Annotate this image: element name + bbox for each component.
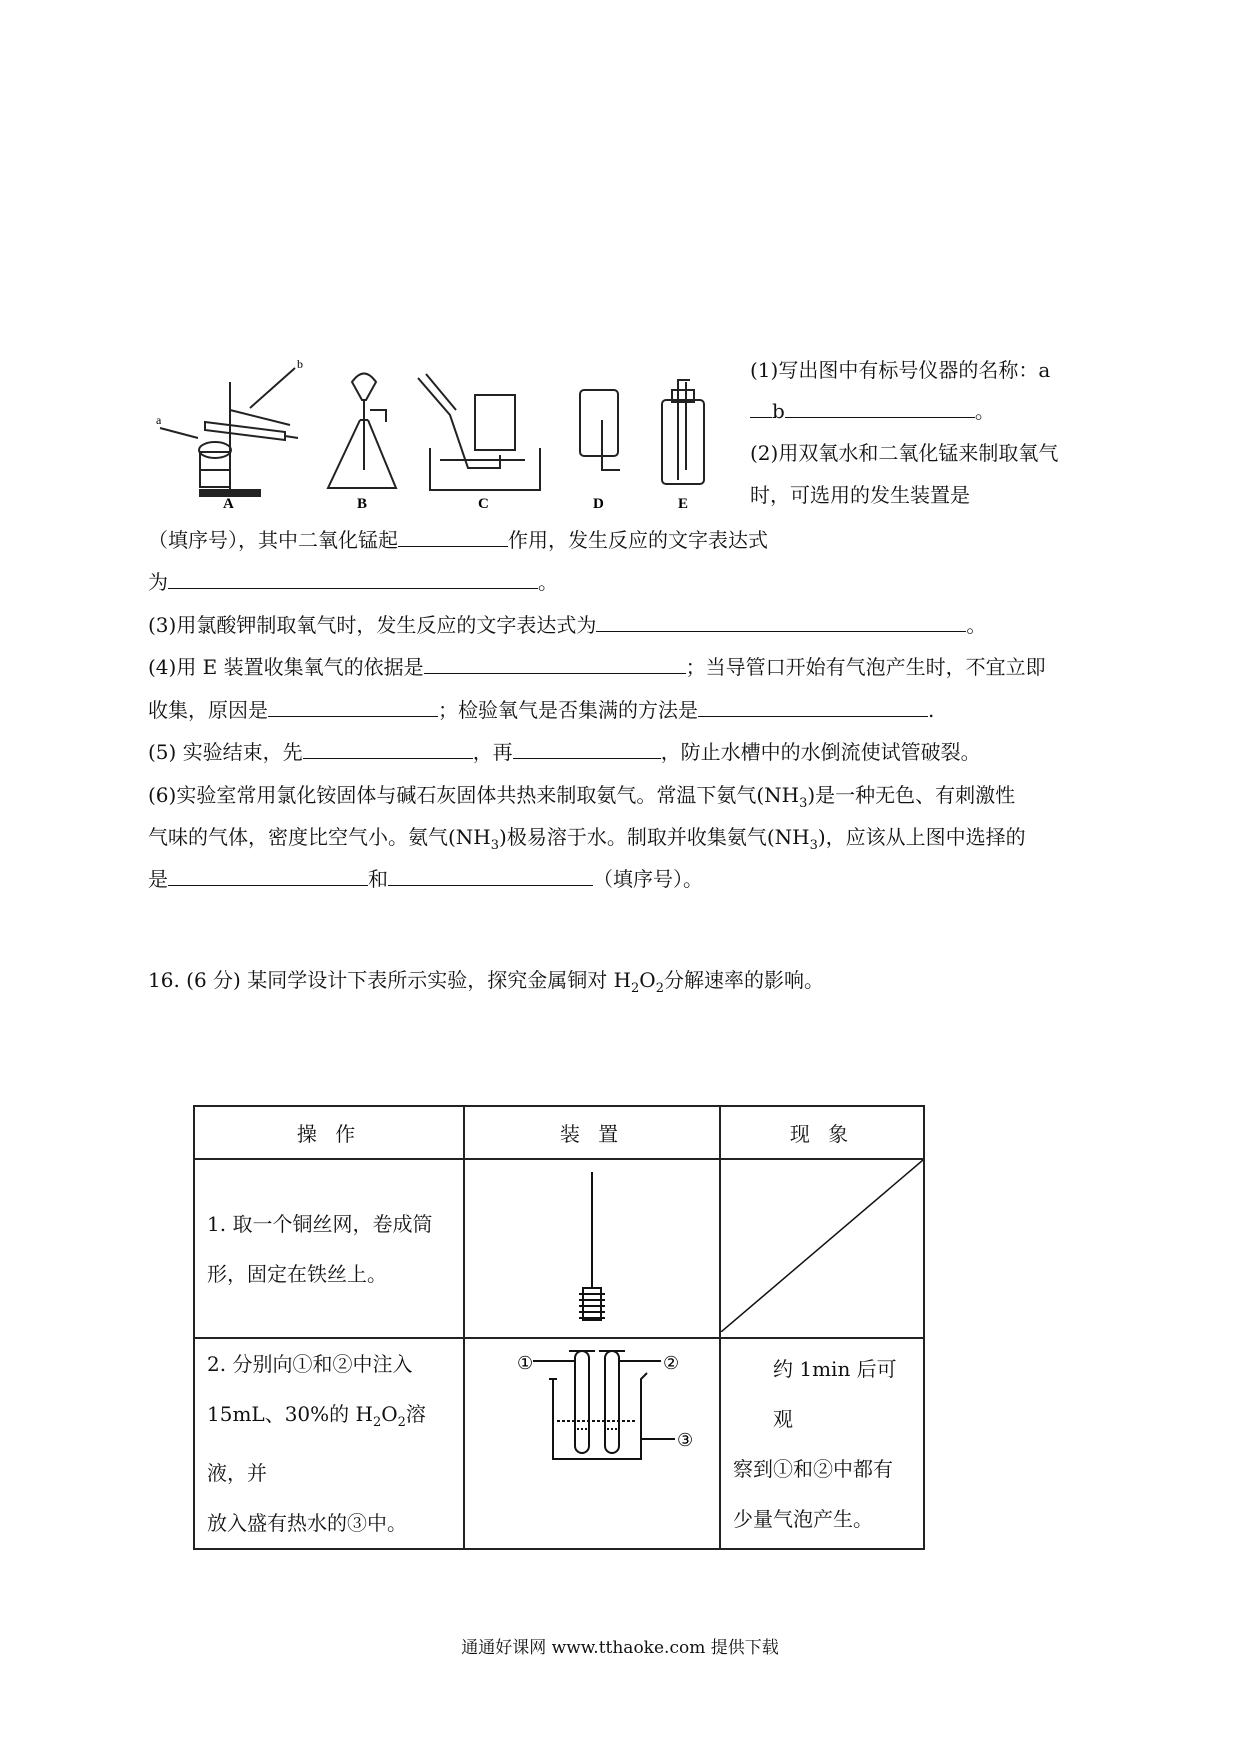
label-C: C — [478, 496, 489, 510]
label-tube-2: ② — [663, 1353, 680, 1374]
q15-part2-line3: （填序号），其中二氧化锰起 作用，发生反应的文字表达式 — [148, 528, 768, 552]
header-phenomenon: 现 象 — [720, 1106, 924, 1159]
experiment-table — [193, 1105, 925, 1550]
footer: 通通好课网 www.tthaoke.com 提供下载 — [461, 1638, 779, 1658]
label-D: D — [593, 496, 604, 510]
header-operation: 操 作 — [194, 1106, 464, 1159]
q15-part2-line1: (2)用双氧水和二氧化锰来制取氧气 — [750, 441, 1059, 465]
q15-part6-line2: 气味的气体，密度比空气小。氨气$(NH_3)$极易溶于水。制取并收集氨气$(NH_3)$，应该从上图中选择的 — [148, 825, 1026, 853]
row2-apparatus — [464, 1338, 720, 1549]
q15-part5: (5) 实验结束，先 ，再 ，防止水槽中的水倒流使试管破裂。 — [148, 740, 981, 764]
q15-part2-line4: 为 。 — [148, 570, 558, 594]
copper-mesh-figure — [465, 1160, 719, 1332]
row1-apparatus — [464, 1159, 720, 1338]
q15-part1-line2: b 。 — [750, 396, 995, 426]
row2-phenomenon: 约 1min 后可观 察到①和②中都有 少量气泡产生。 — [720, 1338, 924, 1549]
label-a: a — [156, 413, 162, 427]
apparatus-figure — [150, 360, 730, 510]
label-b: b — [297, 360, 303, 371]
table-row — [194, 1338, 924, 1549]
label-beaker-3: ③ — [677, 1430, 694, 1451]
q15-part4-line1: (4)用 E 装置收集氧气的依据是 ；当导管口开始有气泡产生时，不宜立即 — [148, 655, 1046, 679]
q16-intro: 16. (6 分) 某同学设计下表所示实验，探究金属铜对 $H_2O_2$分解速率的影响。 — [148, 968, 824, 996]
q15-part6-line1: (6)实验室常用氯化铵固体与碱石灰固体共热来制取氨气。常温下氨气$(NH_3)$是一种无色、有刺激性 — [148, 783, 1016, 811]
diagonal-slash — [721, 1160, 923, 1332]
row1-phenomenon — [720, 1159, 924, 1338]
label-B: B — [357, 496, 368, 510]
label-A: A — [223, 496, 234, 510]
q15-part2-line2: 时，可选用的发生装置是 — [750, 483, 970, 507]
q15-part3: (3)用氯酸钾制取氧气时，发生反应的文字表达式为 。 — [148, 613, 987, 637]
label-tube-1: ① — [517, 1353, 534, 1374]
header-apparatus: 装 置 — [464, 1106, 720, 1159]
table-header-row — [194, 1106, 924, 1159]
label-E: E — [678, 496, 689, 510]
table-row — [194, 1159, 924, 1338]
beaker-testtube-figure — [465, 1339, 719, 1527]
q15-part6-line3: 是 和 （填序号）。 — [148, 867, 703, 891]
row2-operation: 2. 分别向①和②中注入 15mL、30%的 $H_2O_2$溶液，并 放入盛有热水的③中。 — [194, 1338, 464, 1549]
q15-part1-line1: (1)写出图中有标号仪器的名称：a — [750, 358, 1051, 382]
q15-part4-line2: 收集，原因是 ；检验氧气是否集满的方法是 . — [148, 698, 935, 722]
row1-operation: 1. 取一个铜丝网，卷成筒 形，固定在铁丝上。 — [194, 1159, 464, 1338]
